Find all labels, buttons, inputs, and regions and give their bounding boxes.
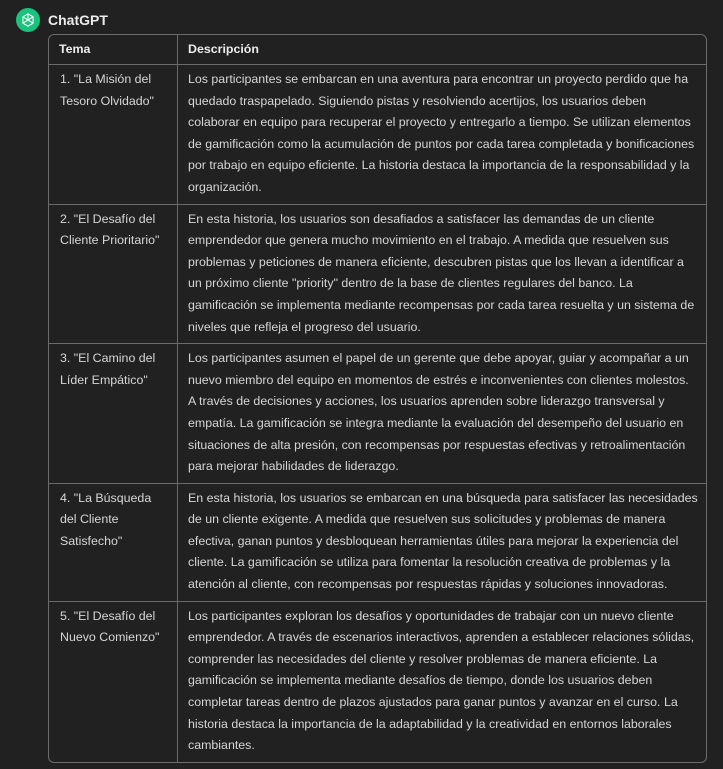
- column-header-descripcion: Descripción: [178, 35, 707, 65]
- cell-descripcion: En esta historia, los usuarios son desafiados a satisfacer las demandas de un cliente emprendedor que genera mucho movimiento en el trabajo. A medida que resuelven sus problemas y peticiones de manera eficiente, descubren pistas que los llevan a identificar a un próximo cliente "priority" dentro de la base de clientes regulares del banco. La gamificación se implementa mediante recompensas por cada tarea resuelta y un sistema de niveles que refleja el progreso del usuario.: [178, 204, 707, 344]
- cell-descripcion: En esta historia, los usuarios se embarcan en una búsqueda para satisfacer las necesidades de un cliente exigente. A medida que resuelven sus solicitudes y problemas de manera efectiva, ganan puntos y desbloquean herramientas útiles para mejorar la experiencia del cliente. La gamificación se utiliza para fomentar la resolución creativa de problemas y la atención al cliente, con recompensas por respuestas rápidas y soluciones innovadoras.: [178, 483, 707, 601]
- cell-tema: 5. "El Desafío del Nuevo Comienzo": [49, 601, 178, 762]
- table-row: [49, 483, 706, 601]
- cell-tema: 4. "La Búsqueda del Cliente Satisfecho": [49, 483, 178, 601]
- cell-descripcion: Los participantes exploran los desafíos y oportunidades de trabajar con un nuevo cliente emprendedor. A través de escenarios interactivos, aprenden a establecer relaciones sólidas, comprender las necesidades del cliente y resolver problemas de manera eficiente. La gamificación se implementa mediante desafíos de tiempo, donde los usuarios deben completar tareas dentro de plazos ajustados para ganar puntos y avanzar en el curso. La historia destaca la importancia de la adaptabilidad y la creatividad en entornos laborales cambiantes.: [188, 608, 695, 753]
- response-table: [48, 34, 707, 763]
- cell-descripcion: Los participantes asumen el papel de un gerente que debe apoyar, guiar y acompañar a un nuevo miembro del equipo en momentos de estrés e inconvenientes con clientes molestos. A través de decisiones y acciones, los usuarios aprenden sobre liderazgo transversal y empatía. La gamificación se integra mediante la evaluación del desempeño del usuario en situaciones de alta presión, con recompensas por respuestas efectivas y retroalimentación para mejorar habilidades de liderazgo.: [178, 344, 707, 484]
- cell-tema: 2. "El Desafío del Cliente Prioritario": [49, 204, 178, 344]
- cell-descripcion: Los participantes se embarcan en una aventura para encontrar un proyecto perdido que ha quedado traspapelado. Siguiendo pistas y resolviendo acertijos, los usuarios deben colaborar en equipo para recuperar el proyecto y entregarlo a tiempo. Se utilizan elementos de gamificación como la acumulación de puntos por cada tarea completada y bonificaciones por trabajo en equipo eficiente. La historia destaca la importancia de la responsabilidad y la organización.: [178, 65, 707, 205]
- cell-tema: 3. "El Camino del Líder Empático": [49, 344, 178, 484]
- table-row: [49, 204, 706, 344]
- openai-logo-icon: [16, 8, 40, 32]
- table-row: [49, 344, 706, 484]
- column-header-tema: Tema: [49, 35, 178, 65]
- message-header: [16, 8, 108, 32]
- table-header-row: [49, 35, 706, 65]
- table-row: [49, 601, 706, 762]
- cell-tema: 1. "La Misión del Tesoro Olvidado": [49, 65, 178, 205]
- table-row: [49, 65, 706, 205]
- author-name: ChatGPT: [48, 12, 108, 28]
